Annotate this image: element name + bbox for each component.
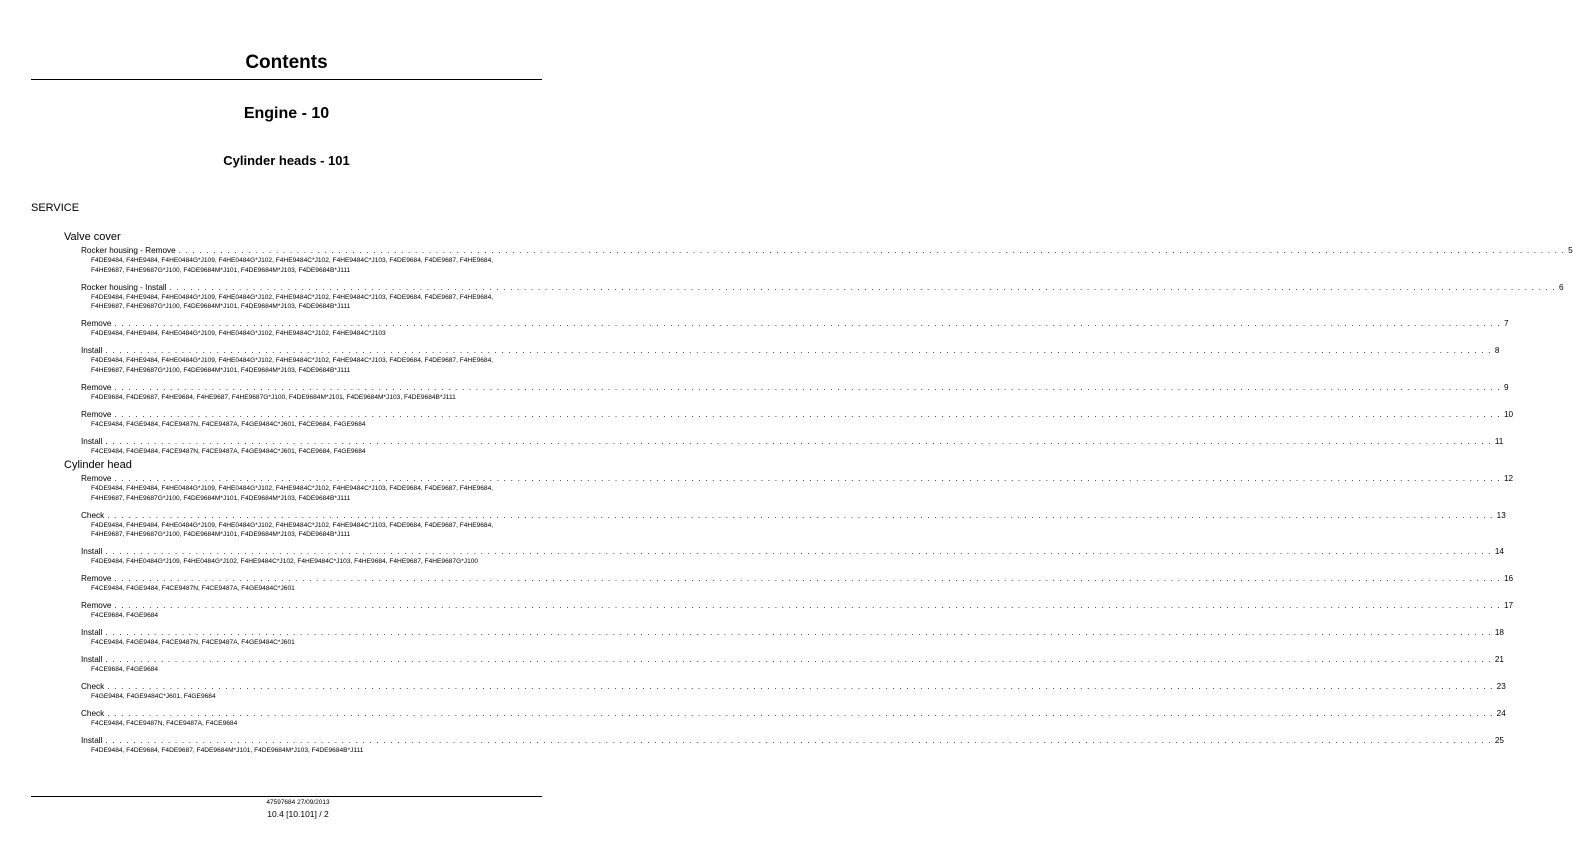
toc-entry-models: F4DE9484, F4HE9484, F4HE0484G*J109, F4HE0484G*J102, F4HE9484C*J102, F4HE9484C*J103, F4DE9684, F4DE9687, F4HE9684, F4HE9687, F4HE9687G*J100, F4DE9684M*J101, F4DE9684M*J103, F4DE9684B*J111 <box>91 521 494 538</box>
toc-entry-page-number: 8 <box>1494 346 1500 355</box>
toc-entry-label: Rocker housing - Install <box>81 282 167 292</box>
toc-entry-models: F4CE9484, F4CE9487N, F4CE9487A, F4CE9684 <box>91 720 238 727</box>
toc-entry-line <box>81 318 1509 329</box>
toc-entry[interactable] <box>81 681 1506 702</box>
toc-entry-label: Install <box>81 346 103 355</box>
toc-entry-page-number: 23 <box>1496 682 1506 691</box>
page-title: Contents <box>245 52 328 73</box>
toc-entry-label: Remove <box>81 474 112 483</box>
service-label: SERVICE <box>31 202 80 214</box>
toc-entry-label: Remove <box>81 574 112 583</box>
toc-entry-page-number: 24 <box>1496 709 1506 718</box>
toc-entry[interactable] <box>81 318 1509 339</box>
toc-entry-line <box>81 627 1504 638</box>
toc-entry-page-number: 18 <box>1494 628 1504 637</box>
toc-entry[interactable] <box>81 708 1506 729</box>
dot-leader: . . . . . . . . . . . . . . . . . . . . . . . . . . . . . . . . . . . . . . . . . . . . . . . . . . . . . . . . . . . . . . . . . . . . . . . . . . . . . . . . . . . . . . . . . . . . . . . . . . . . . . . . . . . . . . . . . . . . . . . . . . . . . . . . . . . . . . . . . . . . . . . . . . . . . . . . . . . . . . . . . . . . . . . . . . . . . . . . . . . . . . . . . . . . . . . . . . . . . . . . <box>105 628 1492 637</box>
toc-entry-models: F4DE9484, F4DE9684, F4DE9687, F4DE9684M*J101, F4DE9684M*J103, F4DE9684B*J111 <box>91 747 364 754</box>
toc-entry-page-number: 12 <box>1503 474 1514 483</box>
toc-entry-page-number: 6 <box>1559 282 1564 292</box>
toc-entry-models: F4DE9484, F4HE9484, F4HE0484G*J109, F4HE0484G*J102, F4HE9484C*J102, F4HE9484C*J103 <box>91 330 386 337</box>
subsection-title: Cylinder heads - 101 <box>223 153 350 168</box>
toc-entry-line <box>81 654 1504 665</box>
toc-entry-line <box>81 245 1573 256</box>
toc-entry-line <box>81 546 1504 557</box>
toc-entry-label: Remove <box>81 409 112 419</box>
toc-entry-page-number: 7 <box>1503 319 1509 328</box>
toc-entry-models: F4DE9684, F4DE9687, F4HE9684, F4HE9687, F4HE9687G*J100, F4DE9684M*J101, F4DE9684M*J103, F4DE9684B*J111 <box>91 393 456 401</box>
toc-entry[interactable] <box>81 409 1514 430</box>
toc-entry-label: Install <box>81 547 103 556</box>
dot-leader: . . . . . . . . . . . . . . . . . . . . . . . . . . . . . . . . . . . . . . . . . . . . . . . . . . . . . . . . . . . . . . . . . . . . . . . . . . . . . . . . . . . . . . . . . . . . . . . . . . . . . . . . . . . . . . . . . . . . . . . . . . . . . . . . . . . . . . . . . . . . . . . . . . . . . . . . . . . . . . . . . . . . . . . . . . . . . . . . . . . . . . . . . . . . . . . . . . . . . . . . <box>114 574 1501 583</box>
toc-entry-models: F4CE9684, F4GE9684 <box>91 612 159 619</box>
footer-doc-ref: 47597684 27/09/2013 <box>266 799 330 806</box>
toc-entry-page-number: 10 <box>1503 409 1514 419</box>
toc-entry[interactable] <box>81 382 1509 403</box>
toc-entry-page-number: 13 <box>1496 510 1506 520</box>
toc-entry-page-number: 17 <box>1503 601 1514 610</box>
dot-leader: . . . . . . . . . . . . . . . . . . . . . . . . . . . . . . . . . . . . . . . . . . . . . . . . . . . . . . . . . . . . . . . . . . . . . . . . . . . . . . . . . . . . . . . . . . . . . . . . . . . . . . . . . . . . . . . . . . . . . . . . . . . . . . . . . . . . . . . . . . . . . . . . . . . . . . . . . . . . . . . . . . . . . . . . . . . . . . . . . . . . . . . . . . . . . . . . . . . . . . . . <box>105 346 1492 355</box>
toc-entry[interactable] <box>81 627 1504 648</box>
dot-leader: . . . . . . . . . . . . . . . . . . . . . . . . . . . . . . . . . . . . . . . . . . . . . . . . . . . . . . . . . . . . . . . . . . . . . . . . . . . . . . . . . . . . . . . . . . . . . . . . . . . . . . . . . . . . . . . . . . . . . . . . . . . . . . . . . . . . . . . . . . . . . . . . . . . . . . . . . . . . . . . . . . . . . . . . . . . . . . . . . . . . . . . . . . . . . . . . . . . . . . . . <box>105 655 1492 664</box>
toc-entry-models: F4CE9484, F4GE9484, F4CE9487N, F4CE9487A, F4GE9484C*J601 <box>91 585 295 592</box>
toc-entry-label: Remove <box>81 319 112 328</box>
toc-entry-page-number: 16 <box>1503 574 1514 583</box>
toc-group-title: Valve cover <box>64 231 121 243</box>
dot-leader: . . . . . . . . . . . . . . . . . . . . . . . . . . . . . . . . . . . . . . . . . . . . . . . . . . . . . . . . . . . . . . . . . . . . . . . . . . . . . . . . . . . . . . . . . . . . . . . . . . . . . . . . . . . . . . . . . . . . . . . . . . . . . . . . . . . . . . . . . . . . . . . . . . . . . . . . . . . . . . . . . . . . . . . . . . . . . . . . . . . . . . . . . . . . . . . . . . . . . . . . <box>114 319 1501 328</box>
toc-entry[interactable] <box>81 546 1504 567</box>
toc-entry-models: F4CE9484, F4GE9484, F4CE9487N, F4CE9487A, F4GE9484C*J601 <box>91 639 295 646</box>
footer-page-ref: 10.4 [10.101] / 2 <box>267 809 329 819</box>
toc-entry-models: F4CE9684, F4GE9684 <box>91 666 159 673</box>
toc-entry-label: Remove <box>81 601 112 610</box>
toc-entry-label: Install <box>81 436 103 446</box>
toc-entry-line <box>81 735 1504 746</box>
table-of-contents <box>64 230 1573 756</box>
dot-leader: . . . . . . . . . . . . . . . . . . . . . . . . . . . . . . . . . . . . . . . . . . . . . . . . . . . . . . . . . . . . . . . . . . . . . . . . . . . . . . . . . . . . . . . . . . . . . . . . . . . . . . . . . . . . . . . . . . . . . . . . . . . . . . . . . . . . . . . . . . . . . . . . . . . . . . . . . . . . . . . . . . . . . . . . . . . . . . . . . . . . . . . . . . . . . . . . . . . . . . . . <box>178 246 1566 255</box>
toc-entry[interactable] <box>81 510 1506 540</box>
bottom-divider <box>31 796 542 797</box>
toc-entry-line <box>81 473 1514 484</box>
toc-entry[interactable] <box>81 573 1514 594</box>
toc-entry-line <box>81 573 1514 584</box>
dot-leader: . . . . . . . . . . . . . . . . . . . . . . . . . . . . . . . . . . . . . . . . . . . . . . . . . . . . . . . . . . . . . . . . . . . . . . . . . . . . . . . . . . . . . . . . . . . . . . . . . . . . . . . . . . . . . . . . . . . . . . . . . . . . . . . . . . . . . . . . . . . . . . . . . . . . . . . . . . . . . . . . . . . . . . . . . . . . . . . . . . . . . . . . . . . . . . . . . . . . . . . . <box>107 510 1494 520</box>
toc-entry-line <box>81 708 1506 719</box>
toc-entry-line <box>81 436 1504 447</box>
toc-entry-page-number: 9 <box>1503 382 1509 392</box>
toc-entry-page-number: 5 <box>1568 246 1573 255</box>
dot-leader: . . . . . . . . . . . . . . . . . . . . . . . . . . . . . . . . . . . . . . . . . . . . . . . . . . . . . . . . . . . . . . . . . . . . . . . . . . . . . . . . . . . . . . . . . . . . . . . . . . . . . . . . . . . . . . . . . . . . . . . . . . . . . . . . . . . . . . . . . . . . . . . . . . . . . . . . . . . . . . . . . . . . . . . . . . . . . . . . . . . . . . . . . . . . . . . . . . . . . . . . <box>114 409 1501 419</box>
toc-entry[interactable] <box>81 654 1504 675</box>
toc-entry-label: Check <box>81 709 105 718</box>
toc-entry[interactable] <box>81 473 1514 503</box>
toc-entry-line <box>81 409 1514 420</box>
toc-entry-models: F4CE9484, F4GE9484, F4CE9487N, F4CE9487A, F4GE9484C*J601, F4CE9684, F4GE9684 <box>91 447 366 455</box>
toc-entry-line <box>81 282 1564 293</box>
toc-entry-line <box>81 510 1506 521</box>
toc-entry[interactable] <box>81 735 1504 756</box>
toc-entry[interactable] <box>81 245 1573 275</box>
toc-entry-models: F4DE9484, F4HE9484, F4HE0484G*J109, F4HE0484G*J102, F4HE9484C*J102, F4HE9484C*J103, F4DE9684, F4DE9687, F4HE9684, F4HE9687, F4HE9687G*J100, F4DE9684M*J101, F4DE9684M*J103, F4DE9684B*J111 <box>91 485 494 502</box>
toc-entry-models: F4DE9484, F4HE9484, F4HE0484G*J109, F4HE0484G*J102, F4HE9484C*J102, F4HE9484C*J103, F4DE9684, F4DE9687, F4HE9684, F4HE9687, F4HE9687G*J100, F4DE9684M*J101, F4DE9684M*J103, F4DE9684B*J111 <box>91 257 494 274</box>
dot-leader: . . . . . . . . . . . . . . . . . . . . . . . . . . . . . . . . . . . . . . . . . . . . . . . . . . . . . . . . . . . . . . . . . . . . . . . . . . . . . . . . . . . . . . . . . . . . . . . . . . . . . . . . . . . . . . . . . . . . . . . . . . . . . . . . . . . . . . . . . . . . . . . . . . . . . . . . . . . . . . . . . . . . . . . . . . . . . . . . . . . . . . . . . . . . . . . . . . . . . . . . <box>107 709 1494 718</box>
toc-entry-page-number: 11 <box>1494 436 1504 446</box>
toc-entry-models: F4GE9484, F4GE9484C*J601, F4GE9684 <box>91 693 216 700</box>
dot-leader: . . . . . . . . . . . . . . . . . . . . . . . . . . . . . . . . . . . . . . . . . . . . . . . . . . . . . . . . . . . . . . . . . . . . . . . . . . . . . . . . . . . . . . . . . . . . . . . . . . . . . . . . . . . . . . . . . . . . . . . . . . . . . . . . . . . . . . . . . . . . . . . . . . . . . . . . . . . . . . . . . . . . . . . . . . . . . . . . . . . . . . . . . . . . . . . . . . . . . . . . <box>114 474 1501 483</box>
toc-entry-models: F4DE9484, F4HE9484, F4HE0484G*J109, F4HE0484G*J102, F4HE9484C*J102, F4HE9484C*J103, F4DE9684, F4DE9687, F4HE9684, F4HE9687, F4HE9687G*J100, F4DE9684M*J101, F4DE9684M*J103, F4DE9684B*J111 <box>91 357 494 374</box>
toc-entry-line <box>81 382 1509 393</box>
top-divider <box>31 79 542 80</box>
toc-entry-label: Rocker housing - Remove <box>81 246 176 255</box>
toc-entry[interactable] <box>81 436 1504 457</box>
toc-entry[interactable] <box>81 282 1564 312</box>
toc-entry-page-number: 25 <box>1494 736 1504 745</box>
toc-entry[interactable] <box>81 600 1514 621</box>
toc-entry-line <box>81 600 1514 611</box>
toc-entry[interactable] <box>81 345 1500 375</box>
toc-entry-page-number: 14 <box>1494 547 1504 556</box>
toc-entry-models: F4CE9484, F4GE9484, F4CE9487N, F4CE9487A, F4GE9484C*J601, F4CE9684, F4GE9684 <box>91 420 366 428</box>
toc-entry-label: Check <box>81 510 105 520</box>
toc-entry-label: Install <box>81 736 103 745</box>
toc-entry-line <box>81 681 1506 692</box>
dot-leader: . . . . . . . . . . . . . . . . . . . . . . . . . . . . . . . . . . . . . . . . . . . . . . . . . . . . . . . . . . . . . . . . . . . . . . . . . . . . . . . . . . . . . . . . . . . . . . . . . . . . . . . . . . . . . . . . . . . . . . . . . . . . . . . . . . . . . . . . . . . . . . . . . . . . . . . . . . . . . . . . . . . . . . . . . . . . . . . . . . . . . . . . . . . . . . . . . . . . . . . . <box>169 282 1556 292</box>
toc-entry-models: F4DE9484, F4HE0484G*J109, F4HE0484G*J102, F4HE9484C*J102, F4HE9484C*J103, F4HE9684, F4HE9687, F4HE9687G*J100 <box>91 558 479 565</box>
dot-leader: . . . . . . . . . . . . . . . . . . . . . . . . . . . . . . . . . . . . . . . . . . . . . . . . . . . . . . . . . . . . . . . . . . . . . . . . . . . . . . . . . . . . . . . . . . . . . . . . . . . . . . . . . . . . . . . . . . . . . . . . . . . . . . . . . . . . . . . . . . . . . . . . . . . . . . . . . . . . . . . . . . . . . . . . . . . . . . . . . . . . . . . . . . . . . . . . . . . . . . . . <box>114 382 1501 392</box>
toc-entry-label: Check <box>81 682 105 691</box>
toc-entry-line <box>81 345 1500 356</box>
toc-entry-page-number: 21 <box>1494 655 1504 664</box>
toc-entry-label: Install <box>81 655 103 664</box>
toc-entry-label: Install <box>81 628 103 637</box>
dot-leader: . . . . . . . . . . . . . . . . . . . . . . . . . . . . . . . . . . . . . . . . . . . . . . . . . . . . . . . . . . . . . . . . . . . . . . . . . . . . . . . . . . . . . . . . . . . . . . . . . . . . . . . . . . . . . . . . . . . . . . . . . . . . . . . . . . . . . . . . . . . . . . . . . . . . . . . . . . . . . . . . . . . . . . . . . . . . . . . . . . . . . . . . . . . . . . . . . . . . . . . . <box>105 547 1492 556</box>
toc-entry-models: F4DE9484, F4HE9484, F4HE0484G*J109, F4HE0484G*J102, F4HE9484C*J102, F4HE9484C*J103, F4DE9684, F4DE9687, F4HE9684, F4HE9687, F4HE9687G*J100, F4DE9684M*J101, F4DE9684M*J103, F4DE9684B*J111 <box>91 293 494 310</box>
dot-leader: . . . . . . . . . . . . . . . . . . . . . . . . . . . . . . . . . . . . . . . . . . . . . . . . . . . . . . . . . . . . . . . . . . . . . . . . . . . . . . . . . . . . . . . . . . . . . . . . . . . . . . . . . . . . . . . . . . . . . . . . . . . . . . . . . . . . . . . . . . . . . . . . . . . . . . . . . . . . . . . . . . . . . . . . . . . . . . . . . . . . . . . . . . . . . . . . . . . . . . . . <box>114 601 1501 610</box>
dot-leader: . . . . . . . . . . . . . . . . . . . . . . . . . . . . . . . . . . . . . . . . . . . . . . . . . . . . . . . . . . . . . . . . . . . . . . . . . . . . . . . . . . . . . . . . . . . . . . . . . . . . . . . . . . . . . . . . . . . . . . . . . . . . . . . . . . . . . . . . . . . . . . . . . . . . . . . . . . . . . . . . . . . . . . . . . . . . . . . . . . . . . . . . . . . . . . . . . . . . . . . . <box>105 436 1492 446</box>
dot-leader: . . . . . . . . . . . . . . . . . . . . . . . . . . . . . . . . . . . . . . . . . . . . . . . . . . . . . . . . . . . . . . . . . . . . . . . . . . . . . . . . . . . . . . . . . . . . . . . . . . . . . . . . . . . . . . . . . . . . . . . . . . . . . . . . . . . . . . . . . . . . . . . . . . . . . . . . . . . . . . . . . . . . . . . . . . . . . . . . . . . . . . . . . . . . . . . . . . . . . . . . <box>107 682 1494 691</box>
toc-group-title: Cylinder head <box>64 459 132 471</box>
section-title: Engine - 10 <box>243 105 330 122</box>
dot-leader: . . . . . . . . . . . . . . . . . . . . . . . . . . . . . . . . . . . . . . . . . . . . . . . . . . . . . . . . . . . . . . . . . . . . . . . . . . . . . . . . . . . . . . . . . . . . . . . . . . . . . . . . . . . . . . . . . . . . . . . . . . . . . . . . . . . . . . . . . . . . . . . . . . . . . . . . . . . . . . . . . . . . . . . . . . . . . . . . . . . . . . . . . . . . . . . . . . . . . . . . <box>105 736 1492 745</box>
toc-entry-label: Remove <box>81 382 112 392</box>
